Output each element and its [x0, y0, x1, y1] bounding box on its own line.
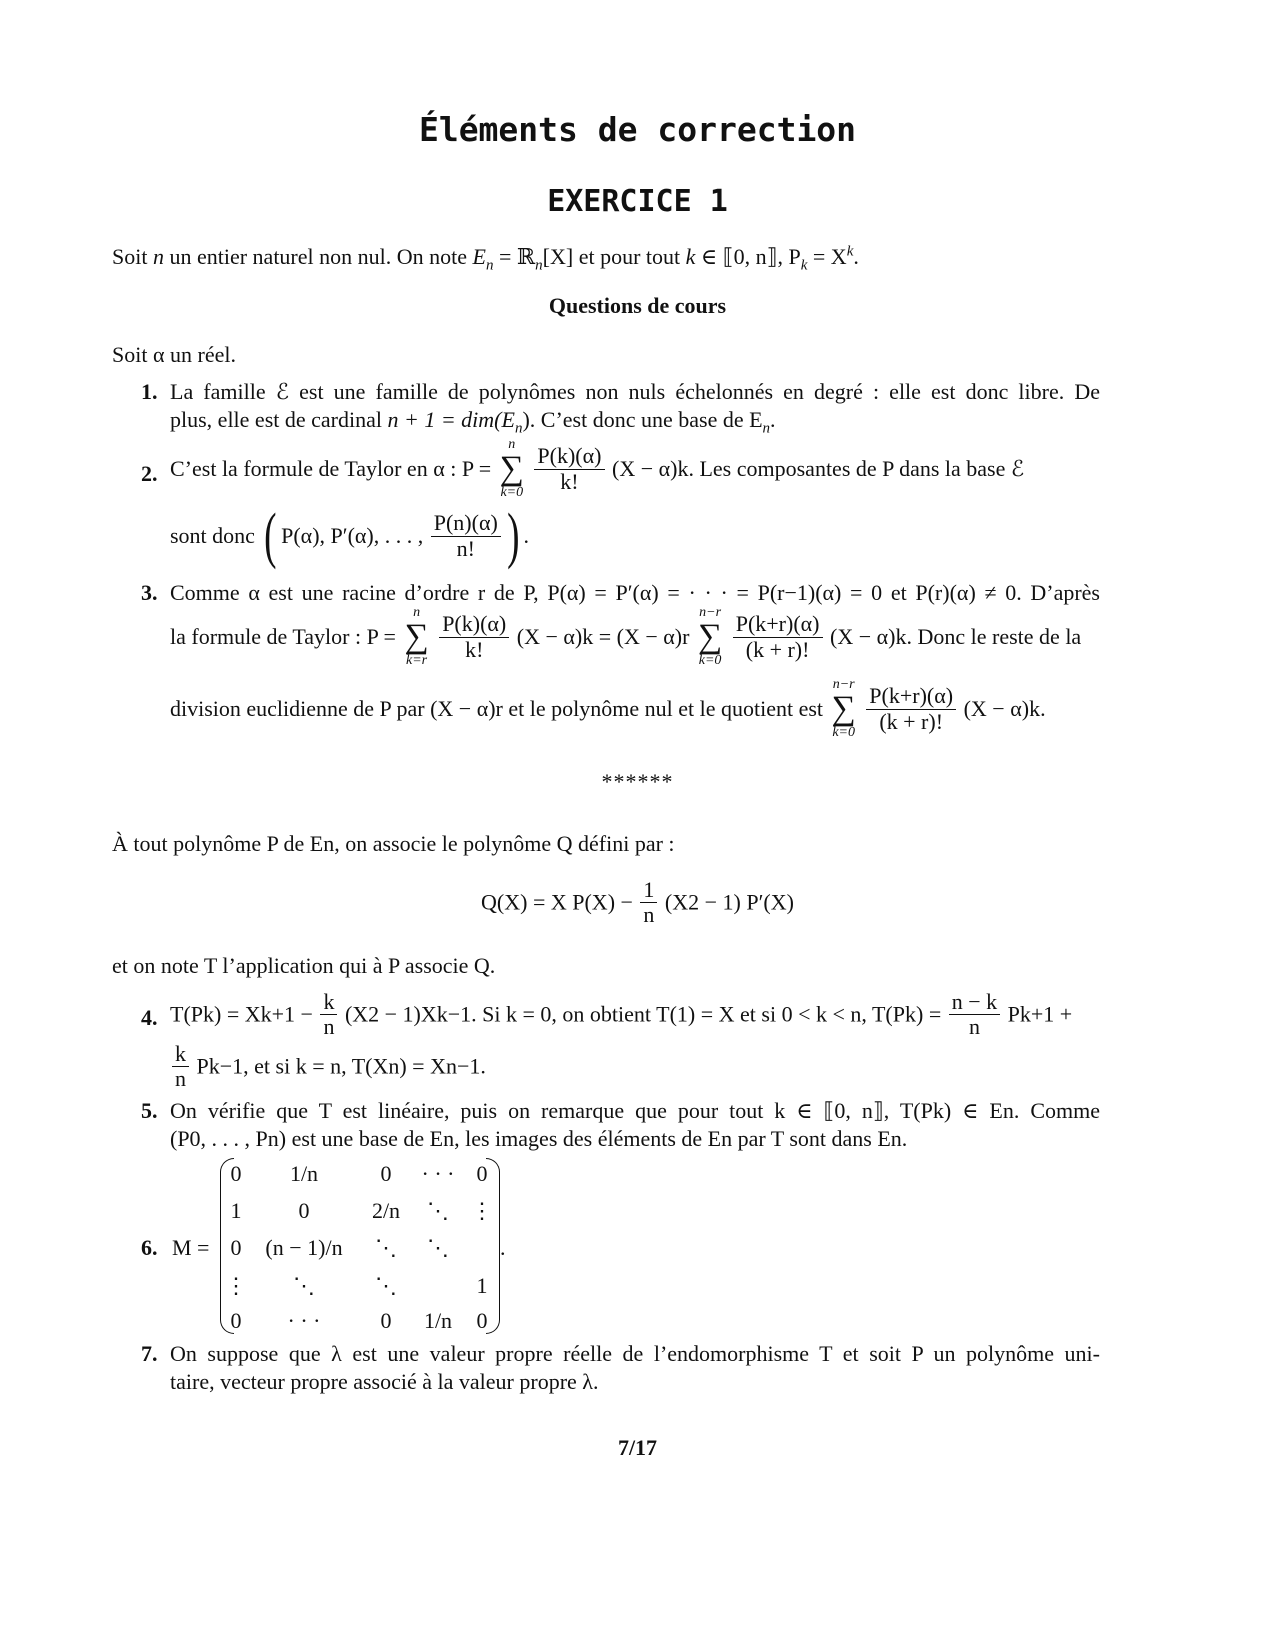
q3-line3: division euclidienne de P par (X − α)r et le polynôme nul et le quotient est n−r ∑ k=0 $\frac{P(k+r)(\alpha)}{(k + r)!}$ (X − α)k. — [170, 677, 1046, 740]
sum-symbol: n ∑ k=r — [404, 605, 429, 668]
alpha-line: Soit α un réel. — [112, 342, 236, 367]
display-equation: Q(X) = X P(X) − $\frac{1}{n}$ (X2 − 1) P′(X) — [481, 877, 794, 928]
matrix-cell: 0 — [380, 1161, 392, 1186]
q2-line2: sont donc ( P(α), P′(α), . . . , $\frac{P(n)(\alpha)}{n!}$ ) . — [170, 502, 529, 570]
matrix-cell: ⋱ — [293, 1273, 315, 1298]
fraction: $\frac{1}{n}$ — [640, 878, 657, 927]
fraction: $\frac{n - k}{n}$ — [949, 990, 1000, 1039]
matrix-cell: 0 — [230, 1235, 242, 1260]
matrix-cell: 0 — [476, 1308, 488, 1333]
q3-line1: Comme α est une racine d’ordre r de P, P(α) = P′(α) = · · · = P(r−1)(α) = 0 et P(r)(α) ≠ 0. D’après — [170, 580, 1100, 605]
matrix-cell: 0 — [476, 1161, 488, 1186]
separator: ****** — [601, 769, 674, 794]
matrix-cell: · · · — [287, 1308, 321, 1333]
q4-line2: $\frac{k}{n}$ Pk−1, et si k = n, T(Xn) = Xn−1. — [170, 1042, 486, 1094]
matrix-right-paren — [486, 1158, 500, 1334]
fraction: $\frac{P(k)(\alpha)}{k!}$ — [534, 444, 604, 493]
matrix-cell: · · · — [421, 1161, 455, 1186]
page-number: 7/17 — [617, 1435, 658, 1460]
matrix-cell: 0 — [230, 1308, 242, 1333]
matrix-end: . — [500, 1235, 506, 1260]
matrix-cell: 2/n — [371, 1198, 401, 1223]
sum-symbol: n−r ∑ k=0 — [831, 677, 856, 740]
question-number: 3. — [141, 580, 158, 605]
q7-line1: On suppose que λ est une valeur propre réelle de l’endomorphisme T et soit P un polynôme uni- — [170, 1341, 1100, 1366]
q7-line2: taire, vecteur propre associé à la valeur propre λ. — [170, 1369, 599, 1394]
question-number: 5. — [141, 1098, 158, 1123]
section-title: Questions de cours — [548, 293, 727, 318]
page-title: Éléments de correction — [418, 110, 857, 149]
paragraph: À tout polynôme P de En, on associe le polynôme Q défini par : — [112, 831, 675, 856]
q4-line1: T(Pk) = Xk+1 − $\frac{k}{n}$ (X2 − 1)Xk−1. Si k = 0, on obtient T(1) = X et si 0 < k < n, T(Pk) = $\frac{n - k}{n}$ Pk+1 + — [170, 989, 1073, 1040]
question-number: 1. — [141, 379, 158, 404]
fraction: $\frac{k}{n}$ — [172, 1042, 189, 1091]
fraction: $\frac{P(n)(\alpha)}{n!}$ — [431, 511, 501, 560]
matrix-cell: ⋮ — [471, 1198, 493, 1223]
question-number: 2. — [141, 461, 158, 486]
matrix-cell: 0 — [380, 1308, 392, 1333]
matrix-cell: 1 — [476, 1273, 488, 1298]
paragraph: et on note T l’application qui à P associe Q. — [112, 953, 496, 978]
q5-line1: On vérifie que T est linéaire, puis on remarque que pour tout k ∈ ⟦0, n⟧, T(Pk) ∈ En. Comme — [170, 1098, 1100, 1123]
matrix-cell: 1 — [230, 1198, 242, 1223]
exercise-heading: EXERCICE 1 — [547, 184, 728, 219]
matrix-cell: ⋱ — [427, 1235, 449, 1260]
fraction: $\frac{P(k+r)(\alpha)}{(k + r)!}$ — [733, 612, 823, 661]
intro-line: Soit n un entier naturel non nul. On note $E_n$ = ℝ$_n$[X] et pour tout k ∈ ⟦0, n⟧, $P_k = X^k$. — [112, 243, 859, 274]
q3-line2: la formule de Taylor : P = n ∑ k=r $\frac{P(k)(\alpha)}{k!}$ (X − α)k = (X − α)r n−r ∑ k=0 $\frac{P(k+r)(\alpha)}{(k + r)!}$ (X − α)k. Donc le reste de la — [170, 605, 1082, 668]
q1-line1: La famille ℰ est une famille de polynômes non nuls échelonnés en degré : elle est donc libre. De — [170, 379, 1100, 404]
matrix-cell: 1/n — [423, 1308, 453, 1333]
matrix — [220, 1158, 500, 1334]
q5-line2: (P0, . . . , Pn) est une base de En, les images des éléments de En par T sont dans En. — [170, 1126, 908, 1151]
question-number: 6. — [141, 1235, 158, 1260]
fraction: $\frac{P(k)(\alpha)}{k!}$ — [439, 612, 509, 661]
matrix-cell: ⋱ — [375, 1273, 397, 1298]
q1-line2: plus, elle est de cardinal $n + 1 = dim(E_n)$. C’est donc une base de $E_n$. — [170, 407, 776, 437]
matrix-cell: ⋮ — [225, 1273, 247, 1298]
matrix-cell: ⋱ — [375, 1235, 397, 1260]
matrix-cell: 1/n — [289, 1161, 319, 1186]
question-number: 4. — [141, 1005, 158, 1030]
sum-symbol: n ∑ k=0 — [499, 437, 524, 500]
matrix-label: M = — [172, 1235, 210, 1260]
matrix-cell: 0 — [230, 1161, 242, 1186]
fraction: $\frac{P(k+r)(\alpha)}{(k + r)!}$ — [866, 684, 956, 733]
q2-line1: C’est la formule de Taylor en α : P = n ∑ k=0 $\frac{P(k)(\alpha)}{k!}$ (X − α)k. Les composantes de P dans la base ℰ — [170, 437, 1025, 500]
matrix-cell: ⋱ — [427, 1198, 449, 1223]
matrix-cell: (n − 1)/n — [265, 1235, 343, 1260]
fraction: $\frac{k}{n}$ — [320, 990, 337, 1039]
question-number: 7. — [141, 1341, 158, 1366]
matrix-cell: 0 — [298, 1198, 310, 1223]
sum-symbol: n−r ∑ k=0 — [697, 605, 723, 668]
